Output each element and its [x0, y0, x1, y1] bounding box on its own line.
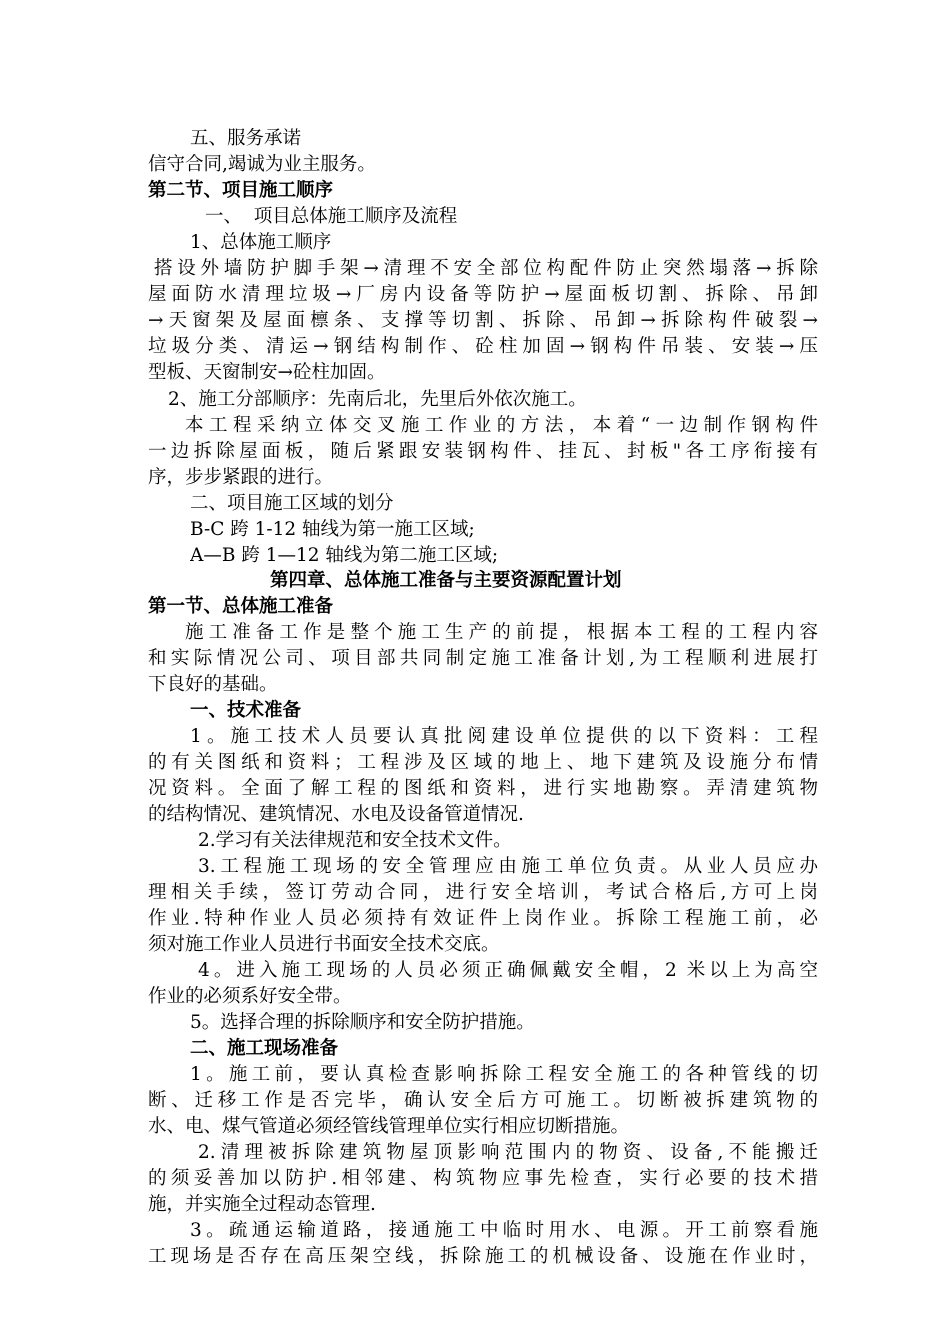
- paragraph-line: 的有关图纸和资料；工程涉及区域的地上、地下建筑及设施分布情: [148, 752, 818, 773]
- paragraph-line: 本工程采纳立体交叉施工作业的方法，本着“一边制作钢构件: [185, 415, 818, 436]
- paragraph-line: 工现场是否存在高压架空线，拆除施工的机械设备、设施在作业时，: [148, 1246, 818, 1267]
- paragraph-line: 的结构情况、建筑情况、水电及设备管道情况.: [148, 804, 524, 825]
- paragraph-line: 2.清理被拆除建筑物屋顶影响范围内的物资、设备,不能搬迁: [198, 1142, 818, 1163]
- paragraph-line: 2、施工分部顺序：先南后北，先里后外依次施工。: [168, 389, 587, 410]
- paragraph-line: 型板、天窗制安→砼柱加固。: [148, 362, 386, 383]
- paragraph-line: 作业的必须系好安全带。: [148, 986, 352, 1007]
- item-heading: 1、总体施工顺序: [190, 232, 332, 253]
- paragraph-line: 序，步步紧跟的进行。: [148, 467, 334, 488]
- paragraph-line: 垃圾分类、清运→钢结构制作、砼柱加固→钢构件吊装、安装→压: [148, 336, 818, 357]
- paragraph-line: 2.学习有关法律规范和安全技术文件。: [198, 830, 512, 851]
- paragraph-line: 3。疏通运输道路，接通施工中临时用水、电源。开工前察看施: [190, 1220, 818, 1241]
- paragraph-line: 须对施工作业人员进行书面安全技术交底。: [148, 934, 500, 955]
- paragraph-line: 5。选择合理的拆除顺序和安全防护措施。: [190, 1012, 535, 1033]
- paragraph-line: 4。进入施工现场的人员必须正确佩戴安全帽，2 米以上为高空: [198, 960, 818, 981]
- chapter-heading: 第四章、总体施工准备与主要资源配置计划: [270, 570, 622, 591]
- paragraph-line: →天窗架及屋面檩条、支撑等切割、拆除、吊卸→拆除构件破裂→: [148, 310, 818, 331]
- paragraph-line: 信守合同,竭诚为业主服务。: [148, 154, 376, 175]
- paragraph-line: 施工准备工作是整个施工生产的前提，根据本工程的工程内容: [185, 622, 818, 643]
- paragraph-line: 和实际情况公司、项目部共同制定施工准备计划,为工程顺利进展打: [148, 648, 818, 669]
- paragraph-line: A—B 跨 1—12 轴线为第二施工区域;: [190, 545, 499, 566]
- paragraph-line: 的须妥善加以防护.相邻建、构筑物应事先检查，实行必要的技术措: [148, 1168, 818, 1189]
- paragraph-line: 搭设外墙防护脚手架→清理不安全部位构配件防止突然塌落→拆除: [154, 258, 818, 279]
- paragraph-line: 理相关手续，签订劳动合同，进行安全培训，考试合格后,方可上岗: [148, 882, 818, 903]
- subsection-heading: 二、施工现场准备: [190, 1038, 339, 1059]
- subsection-heading: 一、 项目总体施工顺序及流程: [205, 206, 458, 227]
- paragraph-line: 施，并实施全过程动态管理.: [148, 1194, 376, 1215]
- paragraph-line: B-C 跨 1-12 轴线为第一施工区域;: [190, 519, 475, 540]
- paragraph-line: 1。施工前，要认真检查影响拆除工程安全施工的各种管线的切: [190, 1064, 818, 1085]
- paragraph-line: 水、电、煤气管道必须经管线管理单位实行相应切断措施。: [148, 1116, 630, 1137]
- subsection-heading: 一、技术准备: [190, 700, 302, 721]
- subsection-heading: 二、项目施工区域的划分: [190, 493, 394, 514]
- paragraph-line: 作业.特种作业人员必须持有效证件上岗作业。拆除工程施工前，必: [148, 908, 818, 929]
- paragraph-line: 一边拆除屋面板，随后紧跟安装钢构件、挂瓦、封板"各工序衔接有: [148, 441, 818, 462]
- paragraph-line: 下良好的基础。: [148, 674, 278, 695]
- section-heading: 第一节、总体施工准备: [148, 596, 334, 617]
- paragraph-line: 断、迁移工作是否完毕，确认安全后方可施工。切断被拆建筑物的: [148, 1090, 818, 1111]
- service-commitment-heading: 五、服务承诺: [190, 128, 302, 149]
- section-heading: 第二节、项目施工顺序: [148, 180, 334, 201]
- paragraph-line: 况资料。全面了解工程的图纸和资料，进行实地勘察。弄清建筑物: [148, 778, 818, 799]
- paragraph-line: 3.工程施工现场的安全管理应由施工单位负责。从业人员应办: [198, 856, 818, 877]
- paragraph-line: 1。施工技术人员要认真批阅建设单位提供的以下资料：工程: [190, 726, 818, 747]
- paragraph-line: 屋面防水清理垃圾→厂房内设备等防护→屋面板切割、拆除、吊卸: [148, 284, 818, 305]
